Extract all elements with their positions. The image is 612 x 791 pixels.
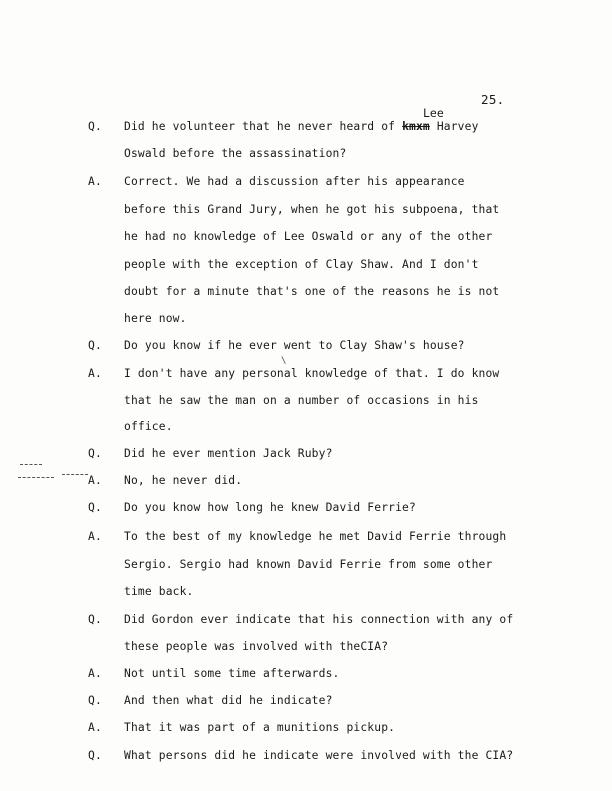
transcript-line: Do you know how long he knew David Ferrie? — [124, 501, 416, 514]
transcript-line: I don't have any personal knowledge of that. I do know — [124, 367, 500, 380]
struck-word: kmxm — [402, 120, 430, 133]
speaker-label: Q. — [88, 501, 102, 514]
transcript-line: people with the exception of Clay Shaw. And I don't — [124, 258, 479, 271]
transcript-line: these people was involved with theCIA? — [124, 640, 389, 653]
speaker-label: A. — [88, 367, 102, 380]
transcript-line: What persons did he indicate were involved with the CIA? — [124, 749, 514, 762]
speaker-label: Q. — [88, 749, 102, 762]
speaker-label: Q. — [88, 694, 102, 707]
speaker-label: Q. — [88, 447, 102, 460]
speaker-label: Q. — [88, 339, 102, 352]
speaker-label: A. — [88, 530, 102, 543]
margin-mark — [20, 464, 42, 465]
speaker-label: A. — [88, 667, 102, 680]
line-text-after: Harvey — [429, 120, 479, 133]
speaker-label: A. — [88, 474, 102, 487]
margin-mark — [62, 474, 88, 475]
handwritten-insertion: Lee — [423, 106, 444, 120]
transcript-line: doubt for a minute that's one of the reasons he is not — [124, 285, 500, 298]
transcript-line: Sergio. Sergio had known David Ferrie from some other — [124, 558, 493, 571]
transcript-line: here now. — [124, 312, 187, 325]
speaker-label: A. — [88, 175, 102, 188]
transcript-line: time back. — [124, 585, 194, 598]
transcript-line: That it was part of a munitions pickup. — [124, 721, 396, 734]
transcript-line: that he saw the man on a number of occasions in his — [124, 394, 479, 407]
transcript-line: Not until some time afterwards. — [124, 667, 340, 680]
page-number: 25. — [481, 92, 505, 107]
speaker-label: Q. — [88, 120, 102, 133]
transcript-line: before this Grand Jury, when he got his subpoena, that — [124, 203, 500, 216]
transcript-line: Did Gordon ever indicate that his connection with any of — [124, 613, 514, 626]
margin-mark — [18, 477, 54, 478]
transcript-line: No, he never did. — [124, 474, 243, 487]
line-text-before: Did he volunteer that he never heard of — [124, 120, 403, 133]
speaker-label: A. — [88, 721, 102, 734]
speaker-label: Q. — [88, 613, 102, 626]
transcript-line: And then what did he indicate? — [124, 694, 333, 707]
transcript-line: office. — [124, 420, 173, 433]
transcript-line — [124, 120, 479, 133]
transcript-line: To the best of my knowledge he met David Ferrie through — [124, 530, 507, 543]
transcript-line: Do you know if he ever went to Clay Shaw's house? — [124, 339, 465, 352]
transcript-line: Did he ever mention Jack Ruby? — [124, 447, 333, 460]
transcript-line: Correct. We had a discussion after his appearance — [124, 175, 465, 188]
stray-tick-mark: \ — [281, 356, 287, 366]
transcript-line: he had no knowledge of Lee Oswald or any of the other — [124, 230, 493, 243]
transcript-line: Oswald before the assassination? — [124, 147, 347, 160]
